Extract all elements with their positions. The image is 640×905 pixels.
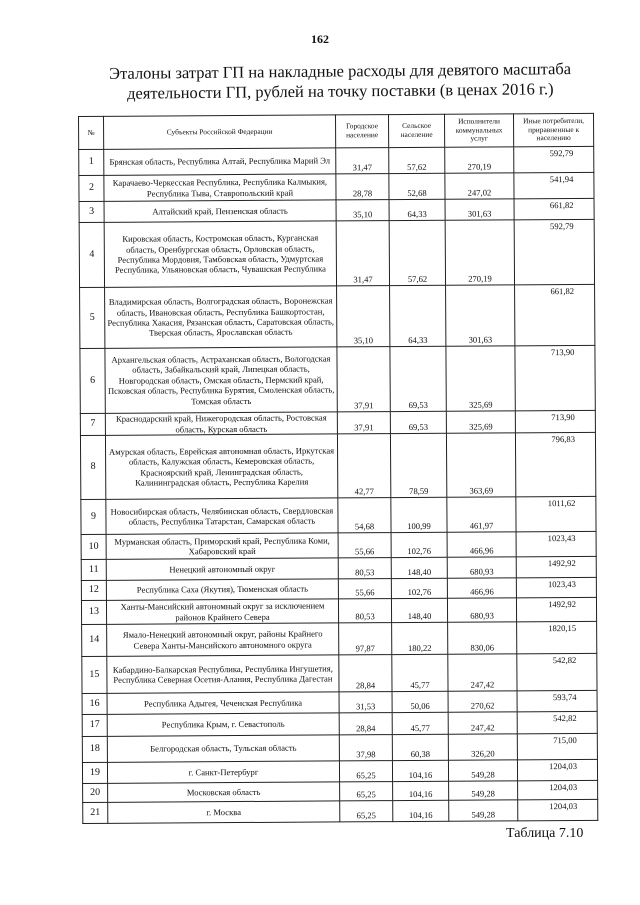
row-subjects: Республика Саха (Якутия), Тюменская область [106, 579, 338, 600]
table-caption: Таблица 7.10 [506, 826, 584, 841]
row-rural-value: 60,38 [392, 734, 448, 760]
row-utilities-value: 466,96 [447, 578, 516, 598]
row-subjects: Ханты-Мансийский автономный округ за исключением районов Крайнего Севера [106, 599, 338, 624]
row-urban-value: 80,53 [338, 599, 391, 623]
table-row [82, 711, 597, 736]
row-utilities-value: 270,19 [445, 147, 514, 173]
row-rural-value: 45,77 [392, 712, 448, 734]
row-rural-value: 64,33 [389, 199, 445, 220]
row-rural-value: 50,06 [392, 691, 448, 712]
row-number: 2 [79, 175, 104, 201]
row-urban-value: 65,25 [339, 761, 392, 782]
row-subjects: г. Санкт-Петербург [107, 761, 339, 783]
row-number: 7 [80, 413, 105, 435]
row-subjects: Республика Адыгея, Чеченская Республика [107, 692, 339, 714]
row-utilities-value: 270,19 [445, 220, 514, 285]
row-subjects: Республика Крым, г. Севастополь [107, 713, 339, 736]
row-rural-value: 69,53 [390, 411, 446, 433]
row-others-value: 713,90 [515, 345, 595, 410]
row-urban-value: 37,98 [339, 735, 392, 761]
row-number: 5 [80, 287, 105, 348]
row-others-value: 1820,15 [517, 621, 597, 653]
row-others-value: 1492,92 [516, 597, 596, 621]
table-row [79, 146, 594, 175]
title-line-2: деятельности ГП, рублей на точку поставки (в ценах 2016 г.) [126, 79, 554, 103]
row-urban-value: 37,91 [337, 347, 390, 412]
row-utilities-value: 680,93 [447, 598, 516, 622]
row-utilities-value: 830,06 [448, 622, 517, 654]
row-others-value: 541,94 [514, 172, 594, 198]
row-subjects: Московская область [108, 782, 340, 802]
row-utilities-value: 549,28 [449, 800, 518, 821]
row-urban-value: 28,84 [339, 713, 392, 735]
row-rural-value: 102,76 [391, 578, 447, 598]
row-subjects: г. Москва [108, 801, 340, 823]
row-rural-value: 104,16 [393, 800, 449, 821]
row-subjects: Ненецкий автономный округ [106, 558, 338, 580]
row-number: 17 [82, 714, 107, 736]
page-number: 162 [311, 32, 329, 46]
row-urban-value: 65,25 [340, 801, 393, 822]
row-rural-value: 57,62 [389, 220, 445, 285]
table-body [79, 146, 598, 823]
row-others-value: 1011,62 [516, 496, 596, 531]
row-utilities-value: 247,42 [448, 712, 517, 734]
row-number: 13 [81, 600, 106, 624]
header-subjects: Субъекты Российской Федерации [104, 115, 336, 149]
table-row [80, 410, 595, 435]
row-number: 14 [82, 624, 107, 656]
row-utilities-value: 301,63 [445, 199, 514, 220]
row-number: 9 [81, 499, 106, 534]
row-subjects: Владимирская область, Волгоградская область, Воронежская область, Ивановская область, Республика Башкортостан, Республика Хакасия, Рязанская область, Саратовская область, Тверская область, Ярославская область [105, 286, 337, 348]
row-number: 4 [79, 222, 104, 287]
row-rural-value: 64,33 [390, 285, 446, 346]
row-rural-value: 45,77 [392, 654, 448, 691]
row-others-value: 661,82 [515, 284, 595, 345]
row-others-value: 796,83 [515, 432, 595, 496]
row-rural-value: 102,76 [391, 532, 447, 557]
row-utilities-value: 461,97 [447, 497, 516, 532]
row-number: 16 [82, 693, 107, 714]
row-subjects: Брянская область, Республика Алтай, Республика Марий Эл [104, 148, 336, 175]
row-others-value: 542,82 [517, 653, 597, 690]
row-others-value: 661,82 [514, 198, 594, 219]
row-utilities-value: 247,02 [445, 173, 514, 199]
table-row [79, 172, 594, 201]
table-header-row [79, 113, 594, 149]
row-number: 20 [83, 783, 108, 802]
row-subjects: Архангельская область, Астраханская область, Вологодская область, Забайкальский край, Липецкая область, Новгородская область, Омская область, Пермский край, Псковская область, Республика Бурятия, Смоленская область, Томская область [105, 347, 337, 413]
row-others-value: 713,90 [515, 410, 595, 432]
row-urban-value: 65,25 [340, 782, 393, 801]
table-row [81, 597, 596, 624]
row-subjects: Ямало-Ненецкий автономный округ, районы Крайнего Севера Ханты-Мансийского автономного округа [107, 623, 339, 656]
header-urban: Городское население [335, 115, 388, 148]
row-others-value: 1204,03 [518, 799, 598, 820]
row-others-value: 715,00 [517, 733, 597, 759]
row-rural-value: 104,16 [393, 781, 449, 800]
row-rural-value: 78,59 [390, 433, 446, 497]
tariff-table [78, 113, 598, 824]
row-number: 15 [82, 656, 107, 693]
row-utilities-value: 270,62 [448, 691, 517, 712]
row-utilities-value: 301,63 [446, 285, 515, 346]
row-subjects: Краснодарский край, Нижегородская область, Ростовская область, Курская область [105, 412, 337, 435]
header-others: Иные потребители, приравненные к населению [513, 113, 593, 146]
table-row [79, 219, 594, 287]
row-rural-value: 180,22 [392, 622, 448, 654]
row-utilities-value: 680,93 [447, 557, 516, 578]
table-row [80, 345, 595, 413]
row-utilities-value: 549,28 [449, 781, 518, 800]
row-urban-value: 42,77 [337, 434, 390, 498]
row-others-value: 1204,03 [518, 780, 598, 799]
table-row [82, 621, 597, 656]
row-number: 6 [80, 348, 105, 413]
row-subjects: Кабардино-Балкарская Республика, Республика Ингушетия, Республика Северная Осетия-Алания, Республика Дагестан [107, 655, 339, 693]
row-others-value: 1023,43 [516, 577, 596, 597]
row-utilities-value: 363,69 [446, 433, 515, 497]
row-number: 18 [82, 736, 107, 762]
row-utilities-value: 326,20 [448, 734, 517, 760]
row-urban-value: 28,78 [336, 174, 389, 200]
header-num: № [79, 116, 104, 149]
row-urban-value: 97,87 [339, 623, 392, 655]
row-utilities-value: 325,69 [446, 411, 515, 433]
tariff-table-container [78, 113, 597, 824]
row-urban-value: 55,66 [338, 579, 391, 599]
row-others-value: 592,79 [514, 146, 594, 172]
header-utilities: Исполнители коммунальных услуг [444, 114, 513, 147]
document-title [100, 59, 580, 104]
row-rural-value: 57,62 [389, 147, 445, 173]
row-number: 11 [81, 559, 106, 580]
row-subjects: Алтайский край, Пензенская область [104, 200, 336, 222]
row-subjects: Кировская область, Костромская область, Курганская область, Оренбургская область, Орловская область, Республика Мордовия, Тамбовская область, Удмуртская Республика, Ульяновская область, Чувашская Республика [104, 221, 336, 287]
row-urban-value: 37,91 [337, 412, 390, 434]
row-urban-value: 35,10 [336, 200, 389, 221]
row-others-value: 542,82 [517, 711, 597, 733]
row-subjects: Карачаево-Черкесская Республика, Республика Калмыкия, Республика Тыва, Ставропольский край [104, 174, 336, 201]
row-urban-value: 31,53 [339, 692, 392, 713]
row-rural-value: 148,40 [391, 598, 447, 622]
row-others-value: 593,74 [517, 690, 597, 711]
table-row [82, 733, 597, 762]
row-rural-value: 100,99 [391, 497, 447, 532]
table-row [80, 432, 595, 499]
row-utilities-value: 466,96 [447, 532, 516, 557]
table-row [80, 284, 595, 348]
header-rural: Сельское население [388, 114, 444, 147]
row-rural-value: 104,16 [392, 760, 448, 781]
table-row [81, 496, 596, 534]
row-subjects: Амурская область, Еврейская автономная область, Иркутская область, Калужская область, Кемеровская область, Красноярский край, Ленинградская область, Калининградская область, Республика Карелия [105, 434, 337, 499]
title-line-1: Эталоны затрат ГП на накладные расходы для девятого масштаба [109, 59, 572, 83]
row-utilities-value: 247,42 [448, 654, 517, 691]
row-others-value: 1492,92 [516, 556, 596, 577]
row-subjects: Новосибирская область, Челябинская область, Свердловская область, Республика Татарстан, Самарская область [106, 498, 338, 534]
row-number: 10 [81, 534, 106, 559]
row-subjects: Белгородская область, Тульская область [107, 735, 339, 762]
row-urban-value: 54,68 [338, 498, 391, 533]
row-others-value: 1023,43 [516, 531, 596, 556]
row-number: 21 [83, 802, 108, 823]
row-urban-value: 35,10 [337, 286, 390, 347]
row-urban-value: 31,47 [336, 221, 389, 286]
row-number: 1 [79, 149, 104, 175]
row-rural-value: 69,53 [390, 346, 446, 411]
row-number: 8 [80, 435, 105, 499]
row-number: 12 [81, 580, 106, 600]
table-row [83, 799, 598, 823]
row-rural-value: 148,40 [391, 557, 447, 578]
row-others-value: 592,79 [514, 219, 594, 284]
table-row [81, 531, 596, 559]
row-urban-value: 28,84 [339, 655, 392, 692]
row-number: 19 [82, 762, 107, 783]
row-urban-value: 31,47 [336, 148, 389, 174]
table-row [82, 653, 597, 693]
row-urban-value: 80,53 [338, 558, 391, 579]
row-utilities-value: 325,69 [446, 346, 515, 411]
row-others-value: 1204,03 [517, 759, 597, 780]
row-urban-value: 55,66 [338, 533, 391, 558]
row-number: 3 [79, 201, 104, 222]
row-utilities-value: 549,28 [448, 760, 517, 781]
row-subjects: Мурманская область, Приморский край, Республика Коми, Хабаровский край [106, 533, 338, 559]
row-rural-value: 52,68 [389, 173, 445, 199]
